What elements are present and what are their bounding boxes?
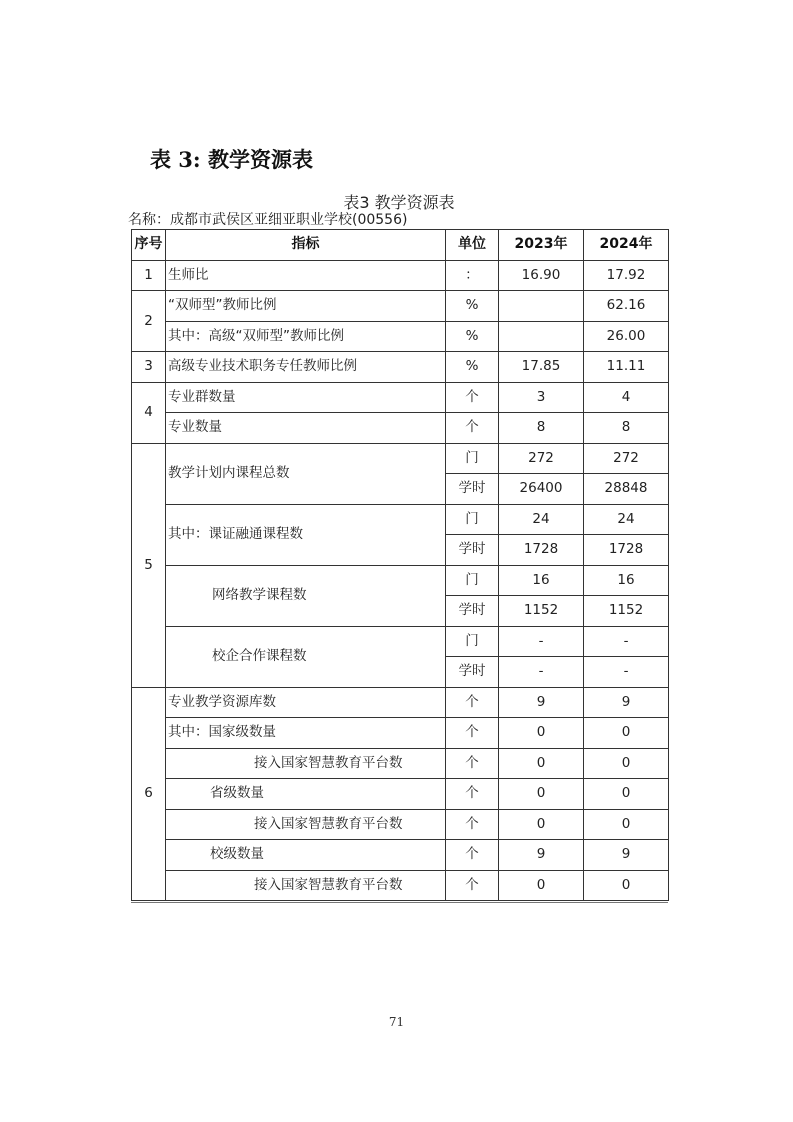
header-row: [132, 230, 669, 261]
unit-cell: 个: [446, 779, 499, 810]
table-row: [132, 352, 669, 383]
value-2024: -: [584, 657, 669, 688]
indicator-label: “双师型”教师比例: [166, 291, 446, 322]
section-heading: 表 3: 教学资源表: [150, 147, 313, 172]
unit-cell: 个: [446, 840, 499, 871]
table-row: [132, 779, 669, 810]
value-2024: 16: [584, 565, 669, 596]
value-2024: 24: [584, 504, 669, 535]
indicator-label: 接入国家智慧教育平台数: [166, 809, 446, 840]
table-caption: 表3 教学资源表: [343, 193, 455, 212]
value-2024: 272: [584, 443, 669, 474]
table-row: [132, 870, 669, 901]
row-number: 5: [132, 443, 166, 687]
table-row: [132, 687, 669, 718]
table-row: [132, 321, 669, 352]
table-continuation-rule: [131, 902, 668, 904]
value-2023: 24: [499, 504, 584, 535]
value-2024: 0: [584, 809, 669, 840]
value-2023: 16: [499, 565, 584, 596]
unit-cell: 门: [446, 504, 499, 535]
indicator-label: 校级数量: [166, 840, 446, 871]
value-2023: 0: [499, 779, 584, 810]
unit-cell: 个: [446, 687, 499, 718]
indicator-label: 其中：国家级数量: [166, 718, 446, 749]
value-2023: [499, 321, 584, 352]
table-row: [132, 626, 669, 657]
value-2023: [499, 291, 584, 322]
unit-cell: 个: [446, 809, 499, 840]
indicator-label: 接入国家智慧教育平台数: [166, 870, 446, 901]
value-2023: 16.90: [499, 260, 584, 291]
value-2024: 1728: [584, 535, 669, 566]
value-2023: 272: [499, 443, 584, 474]
value-2023: 3: [499, 382, 584, 413]
value-2023: 26400: [499, 474, 584, 505]
unit-cell: %: [446, 352, 499, 383]
value-2024: 0: [584, 718, 669, 749]
unit-cell: 门: [446, 626, 499, 657]
table-row: [132, 840, 669, 871]
value-2024: 28848: [584, 474, 669, 505]
unit-cell: 个: [446, 382, 499, 413]
table-row: [132, 504, 669, 535]
value-2023: 0: [499, 809, 584, 840]
school-name: 名称：成都市武侯区亚细亚职业学校(00556): [128, 212, 408, 228]
indicator-label: 生师比: [166, 260, 446, 291]
unit-cell: %: [446, 291, 499, 322]
value-2023: 0: [499, 748, 584, 779]
unit-cell: %: [446, 321, 499, 352]
value-2023: 0: [499, 718, 584, 749]
table-row: [132, 413, 669, 444]
table-row: [132, 565, 669, 596]
value-2024: 9: [584, 840, 669, 871]
value-2024: 0: [584, 748, 669, 779]
indicator-label: 高级专业技术职务专任教师比例: [166, 352, 446, 383]
value-2024: -: [584, 626, 669, 657]
unit-cell: ：: [446, 260, 499, 291]
indicator-label: 教学计划内课程总数: [166, 443, 446, 504]
teaching-resources-table: [131, 229, 669, 901]
value-2024: 11.11: [584, 352, 669, 383]
value-2023: 0: [499, 870, 584, 901]
indicator-label: 接入国家智慧教育平台数: [166, 748, 446, 779]
table-row: [132, 443, 669, 474]
indicator-label: 专业教学资源库数: [166, 687, 446, 718]
unit-cell: 学时: [446, 596, 499, 627]
indicator-label: 校企合作课程数: [166, 626, 446, 687]
value-2024: 1152: [584, 596, 669, 627]
header-no: 序号: [132, 230, 166, 261]
table-row: [132, 718, 669, 749]
value-2023: -: [499, 657, 584, 688]
value-2023: -: [499, 626, 584, 657]
indicator-label: 专业数量: [166, 413, 446, 444]
table-row: [132, 260, 669, 291]
value-2024: 0: [584, 870, 669, 901]
row-number: 4: [132, 382, 166, 443]
row-number: 1: [132, 260, 166, 291]
row-number: 2: [132, 291, 166, 352]
table-row: [132, 809, 669, 840]
value-2024: 8: [584, 413, 669, 444]
value-2024: 0: [584, 779, 669, 810]
indicator-label: 其中：课证融通课程数: [166, 504, 446, 565]
header-indicator: 指标: [166, 230, 446, 261]
value-2023: 8: [499, 413, 584, 444]
value-2023: 17.85: [499, 352, 584, 383]
table-row: [132, 382, 669, 413]
unit-cell: 门: [446, 443, 499, 474]
indicator-label: 网络教学课程数: [166, 565, 446, 626]
value-2023: 9: [499, 840, 584, 871]
header-unit: 单位: [446, 230, 499, 261]
unit-cell: 个: [446, 870, 499, 901]
value-2024: 62.16: [584, 291, 669, 322]
value-2023: 1152: [499, 596, 584, 627]
row-number: 3: [132, 352, 166, 383]
value-2023: 1728: [499, 535, 584, 566]
row-number: 6: [132, 687, 166, 901]
unit-cell: 个: [446, 718, 499, 749]
unit-cell: 个: [446, 413, 499, 444]
unit-cell: 门: [446, 565, 499, 596]
page-number: 71: [388, 1015, 405, 1029]
value-2024: 26.00: [584, 321, 669, 352]
unit-cell: 学时: [446, 474, 499, 505]
value-2024: 9: [584, 687, 669, 718]
unit-cell: 个: [446, 748, 499, 779]
unit-cell: 学时: [446, 535, 499, 566]
unit-cell: 学时: [446, 657, 499, 688]
header-2023: 2023年: [499, 230, 584, 261]
header-2024: 2024年: [584, 230, 669, 261]
indicator-label: 其中：高级“双师型”教师比例: [166, 321, 446, 352]
value-2023: 9: [499, 687, 584, 718]
value-2024: 4: [584, 382, 669, 413]
table-row: [132, 291, 669, 322]
value-2024: 17.92: [584, 260, 669, 291]
table-row: [132, 748, 669, 779]
indicator-label: 专业群数量: [166, 382, 446, 413]
indicator-label: 省级数量: [166, 779, 446, 810]
